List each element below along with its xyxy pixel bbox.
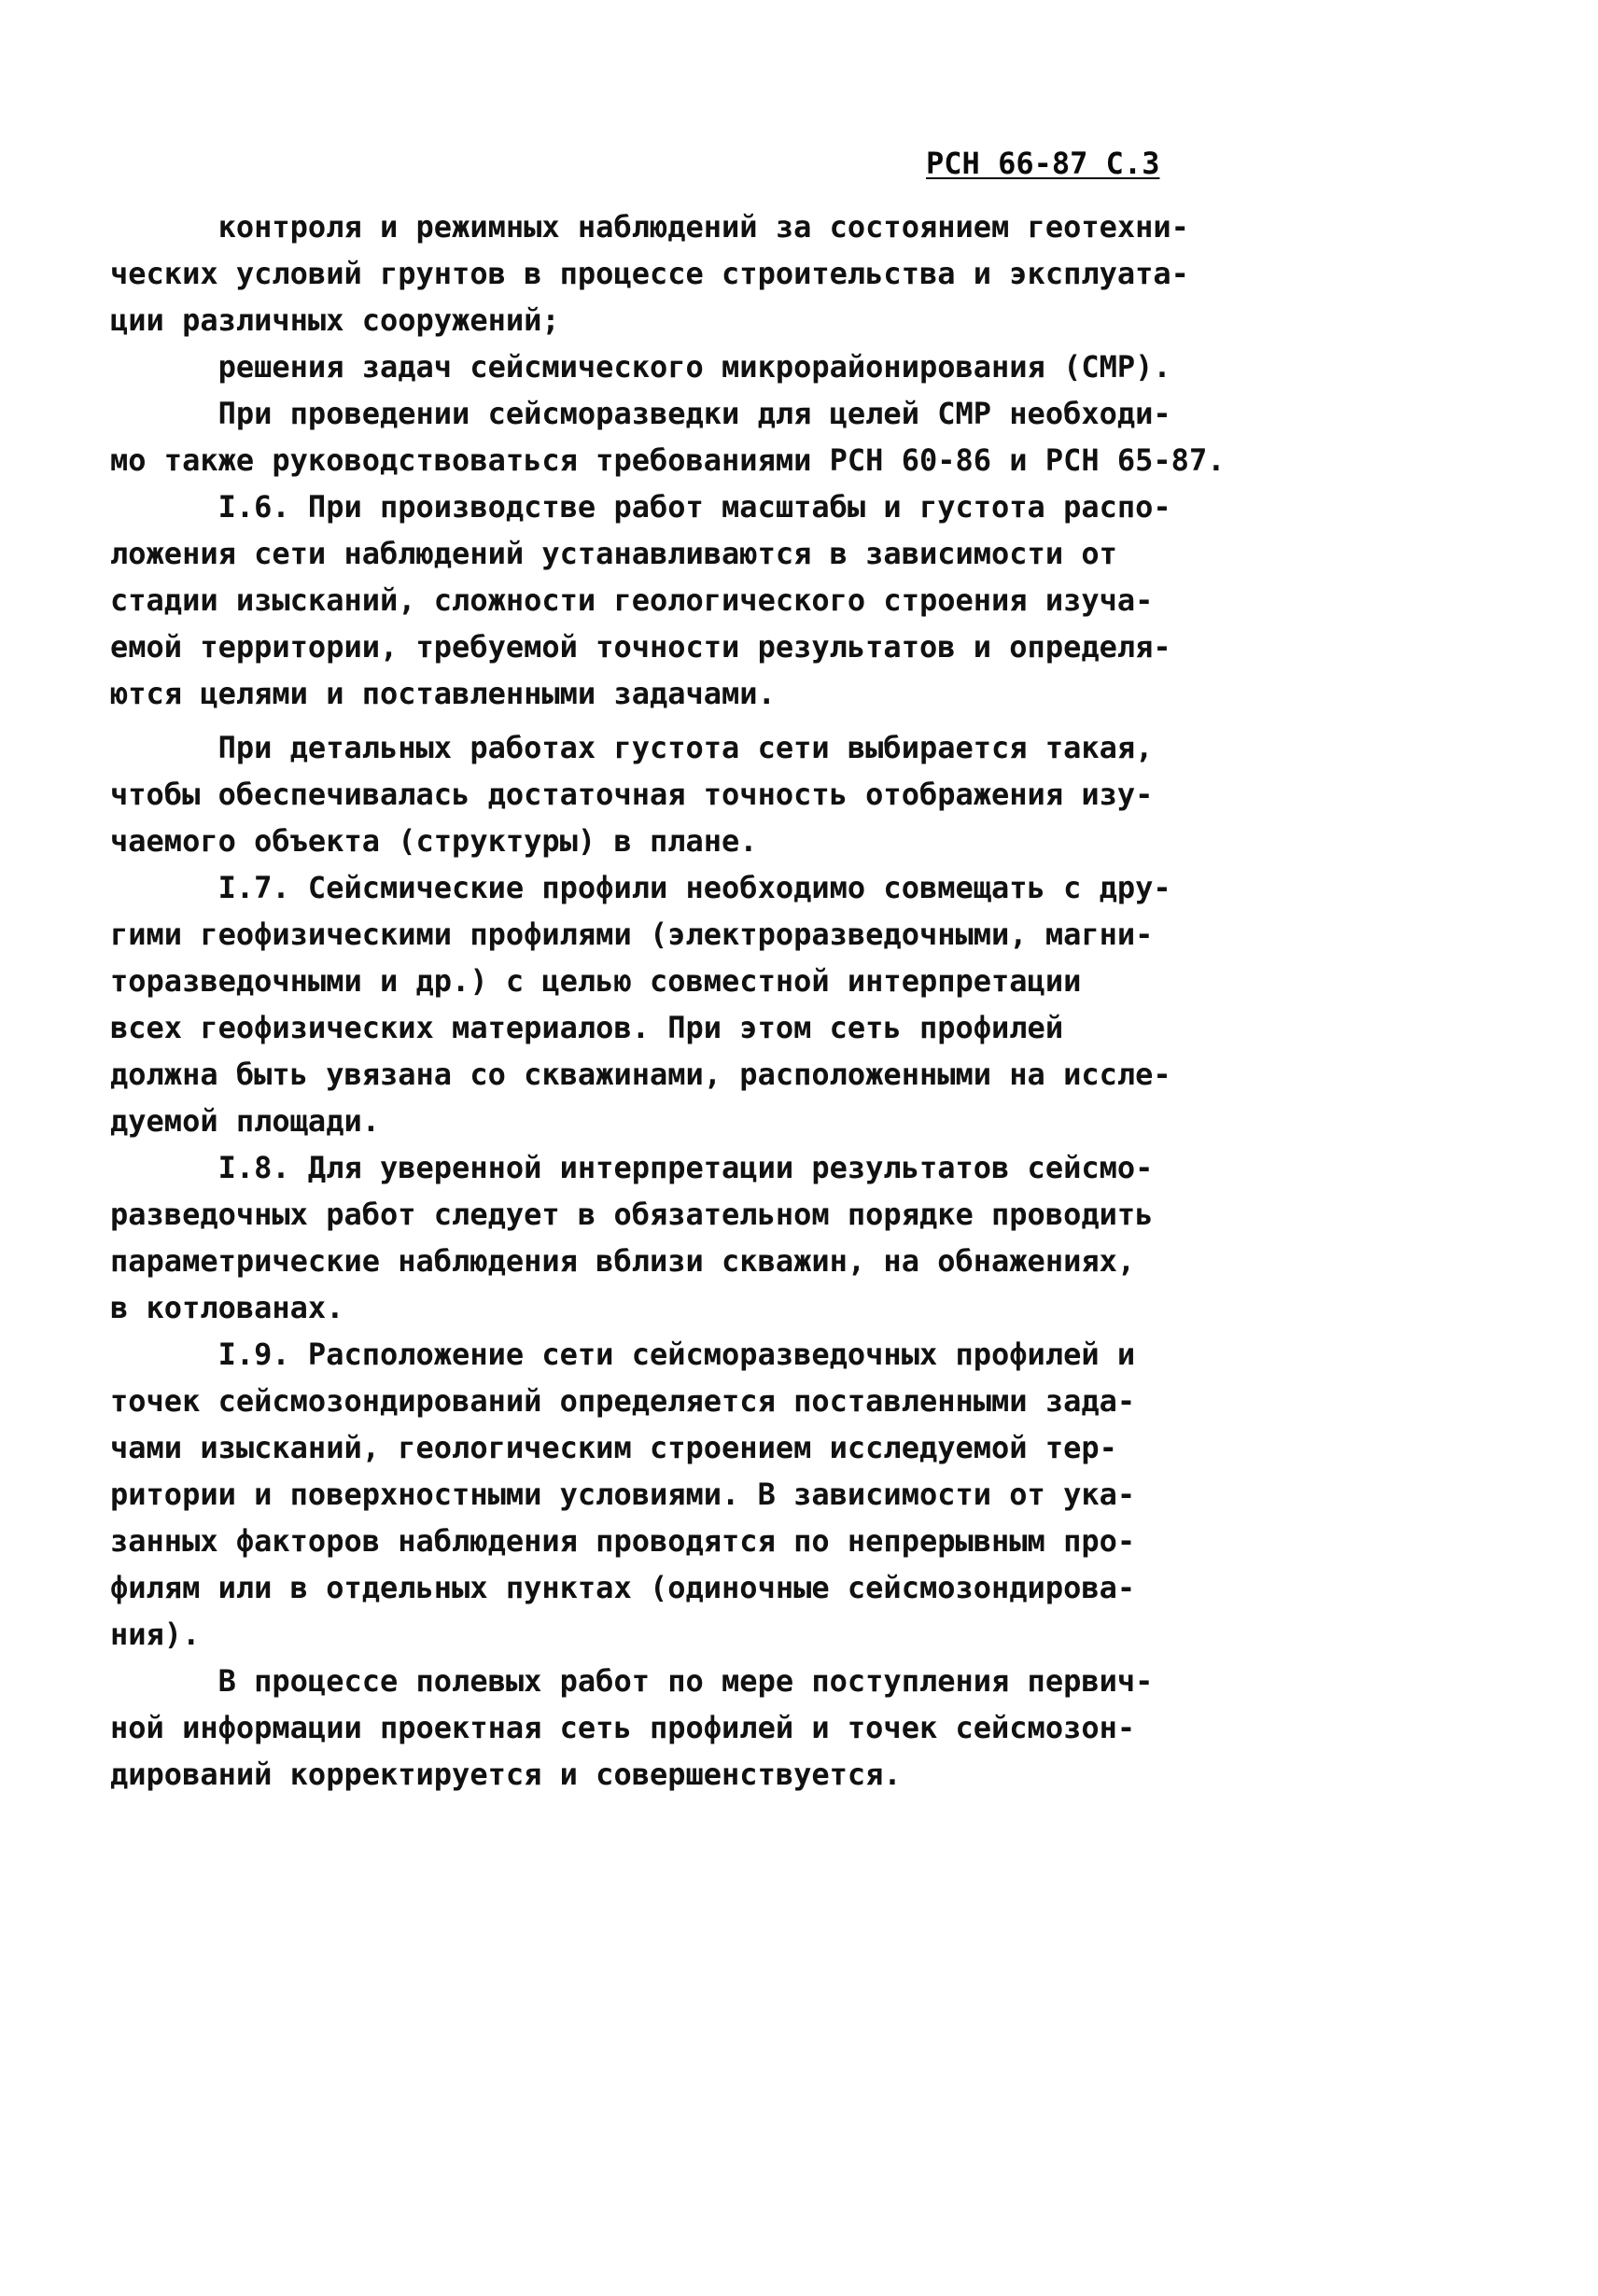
text-line: занных факторов наблюдения проводятся по непрерывным про- (110, 1523, 1136, 1559)
text-line: I.8. Для уверенной интерпретации результатов сейсмо- (110, 1150, 1154, 1185)
text-line: емой территории, требуемой точности результатов и определя- (110, 629, 1171, 665)
text-line: в котлованах. (110, 1290, 344, 1325)
text-line: всех геофизических материалов. При этом сеть профилей (110, 1010, 1064, 1045)
text-line: торазведочными и др.) с целью совместной интерпретации (110, 963, 1082, 999)
text-line: чами изысканий, геологическим строением исследуемой тер- (110, 1430, 1117, 1465)
text-line: дуемой площади. (110, 1103, 380, 1139)
text-line: чаемого объекта (структуры) в плане. (110, 823, 758, 859)
text-line: чтобы обеспечивалась достаточная точность отображения изу- (110, 777, 1154, 812)
text-line: разведочных работ следует в обязательном порядке проводить (110, 1197, 1154, 1232)
body-text (110, 203, 1286, 1798)
text-line: При детальных работах густота сети выбирается такая, (110, 730, 1154, 765)
page-header: РСН 66-87 С.3 (926, 146, 1160, 181)
text-line: I.7. Сейсмические профили необходимо совмещать с дру- (110, 870, 1171, 905)
text-line: контроля и режимных наблюдений за состоянием геотехни- (110, 209, 1189, 245)
paragraph-gap (110, 717, 1286, 724)
text-line: мо также руководствоваться требованиями РСН 60-86 и РСН 65-87. (110, 442, 1226, 478)
text-line: I.9. Расположение сети сейсморазведочных профилей и (110, 1337, 1136, 1372)
text-line: стадии изысканий, сложности геологического строения изуча- (110, 582, 1154, 618)
text-line: ритории и поверхностными условиями. В зависимости от ука- (110, 1477, 1136, 1512)
text-line: ческих условий грунтов в процессе строительства и эксплуата- (110, 256, 1189, 291)
text-line: филям или в отдельных пунктах (одиночные сейсмозондирова- (110, 1570, 1136, 1605)
text-line: При проведении сейсморазведки для целей СМР необходи- (110, 396, 1171, 431)
text-line: ной информации проектная сеть профилей и точек сейсмозон- (110, 1710, 1136, 1745)
text-line: I.6. При производстве работ масштабы и густота распо- (110, 489, 1171, 525)
text-line: дирований корректируется и совершенствуется. (110, 1757, 902, 1792)
text-line: гими геофизическими профилями (электроразведочными, магни- (110, 917, 1154, 952)
text-line: решения задач сейсмического микрорайонирования (СМР). (110, 349, 1171, 385)
text-line: ния). (110, 1617, 201, 1652)
text-line: параметрические наблюдения вблизи скважин, на обнажениях, (110, 1243, 1136, 1279)
text-line: ции различных сооружений; (110, 302, 560, 338)
text-line: В процессе полевых работ по мере поступления первич- (110, 1663, 1154, 1699)
text-line: точек сейсмозондирований определяется поставленными зада- (110, 1383, 1136, 1419)
text-line: ются целями и поставленными задачами. (110, 676, 776, 711)
text-line: ложения сети наблюдений устанавливаются в зависимости от (110, 536, 1117, 571)
text-line: должна быть увязана со скважинами, расположенными на иссле- (110, 1057, 1171, 1092)
